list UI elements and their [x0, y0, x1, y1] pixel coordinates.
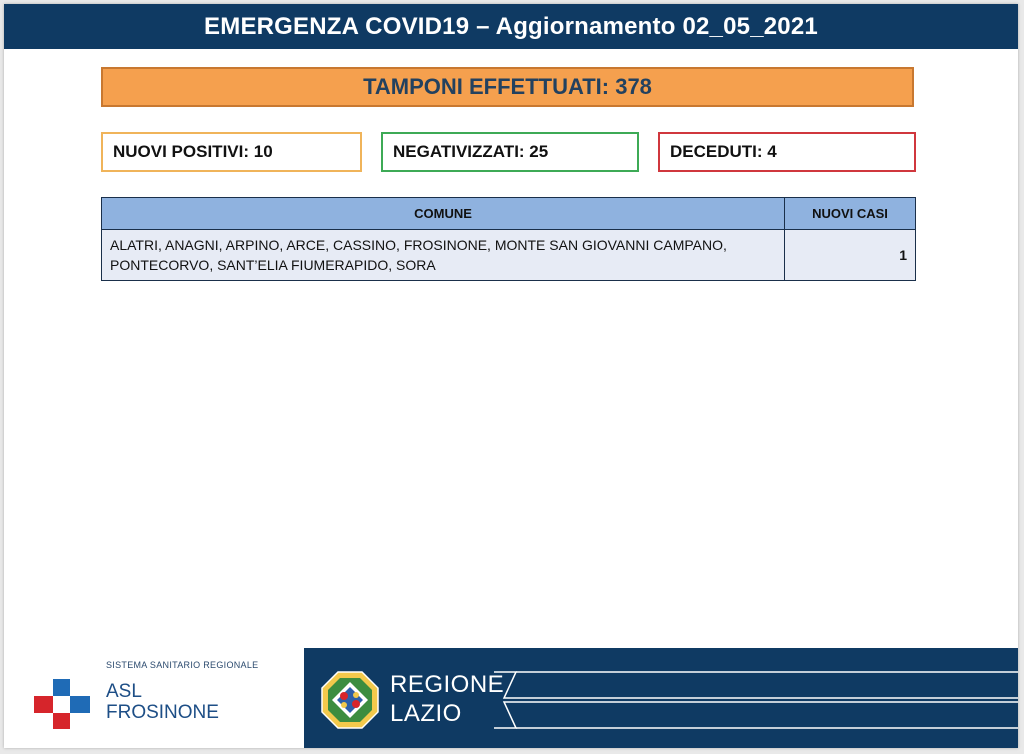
asl-name	[106, 681, 219, 723]
table-row	[102, 230, 916, 281]
regione-lazio-banner	[304, 648, 1018, 748]
column-header-nuovi-casi: NUOVI CASI	[785, 198, 916, 230]
cases-table	[101, 197, 916, 281]
nuovi-positivi-box: NUOVI POSITIVI: 10	[101, 132, 362, 172]
nuovi-casi-cell: 1	[785, 230, 916, 281]
red-blue-cross-icon	[34, 679, 90, 729]
regione-line1: REGIONE	[390, 671, 505, 698]
regione-lazio-emblem-icon	[320, 670, 380, 730]
deceduti-box: DECEDUTI: 4	[658, 132, 916, 172]
asl-line2: FROSINONE	[106, 702, 219, 723]
negativizzati-box: NEGATIVIZZATI: 25	[381, 132, 639, 172]
ssr-label: SISTEMA SANITARIO REGIONALE	[106, 660, 259, 670]
comune-cell: ALATRI, ANAGNI, ARPINO, ARCE, CASSINO, FROSINONE, MONTE SAN GIOVANNI CAMPANO, PONTECORVO, SANT’ELIA FIUMERAPIDO, SORA	[102, 230, 785, 281]
decorative-stripes	[494, 668, 1018, 732]
regione-lazio-text	[390, 670, 504, 728]
column-header-comune: COMUNE	[102, 198, 785, 230]
regione-line2: LAZIO	[390, 700, 462, 727]
slide	[4, 4, 1018, 748]
table-header-row	[102, 198, 916, 230]
page-title: EMERGENZA COVID19 – Aggiornamento 02_05_2021	[4, 4, 1018, 49]
asl-line1: ASL	[106, 681, 142, 702]
asl-frosinone-logo	[4, 648, 304, 748]
tamponi-effettuati-banner: TAMPONI EFFETTUATI: 378	[101, 67, 914, 107]
